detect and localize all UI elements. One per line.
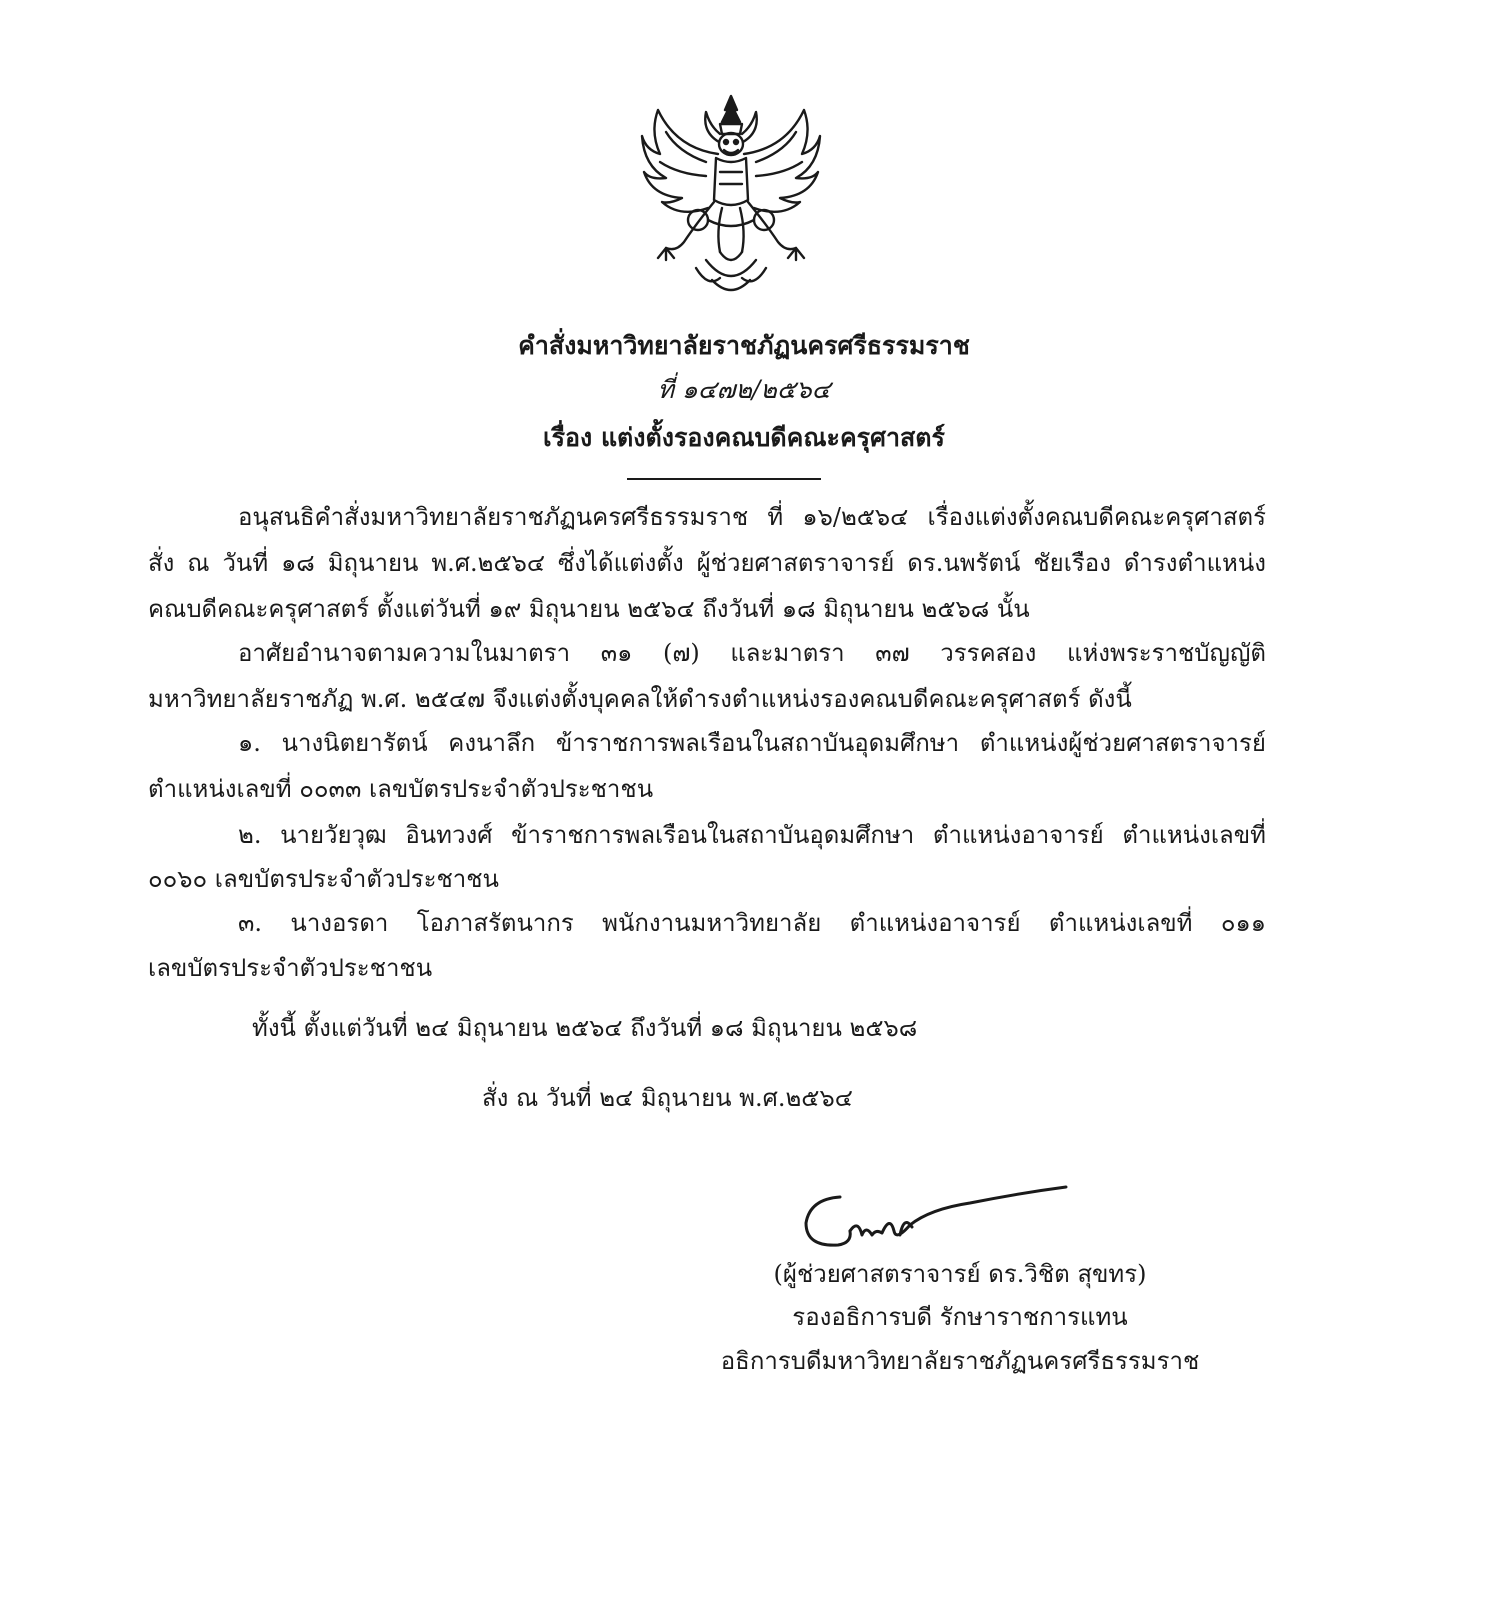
signatory-position: รองอธิการบดี รักษาราชการแทน — [792, 1303, 1128, 1331]
para1-line1: อนุสนธิคำสั่งมหาวิทยาลัยราชภัฏนครศรีธรรมราช ที่ ๑๖/๒๕๖๔ เรื่องแต่งตั้งคณบดีคณะครุศาสตร์ — [238, 503, 1266, 531]
signatory-name: (ผู้ช่วยศาสตราจารย์ ดร.วิชิต สุขทร) — [773, 1260, 1147, 1288]
handwritten-signature — [800, 1185, 1070, 1265]
header-divider — [627, 478, 821, 480]
appointee-1-line1: ๑. นางนิตยารัตน์ คงนาลึก ข้าราชการพลเรือนในสถาบันอุดมศึกษา ตำแหน่งผู้ช่วยศาสตราจารย์ — [238, 729, 1266, 757]
appointee-2-line2: ๐๐๖๐ เลขบัตรประจำตัวประชาชน — [148, 865, 499, 893]
garuda-emblem-icon — [636, 92, 826, 302]
appointee-2-line1: ๒. นายวัยวุฒ อินทวงศ์ ข้าราชการพลเรือนในสถาบันอุดมศึกษา ตำแหน่งอาจารย์ ตำแหน่งเลขที่ — [238, 821, 1266, 849]
appointee-3-line2: เลขบัตรประจำตัวประชาชน — [148, 954, 433, 982]
order-number: ที่ ๑๔๗๒/๒๕๖๔ — [657, 375, 831, 404]
appointee-1-line2: ตำแหน่งเลขที่ ๐๐๓๓ เลขบัตรประจำตัวประชาชน — [148, 775, 654, 803]
document-title: คำสั่งมหาวิทยาลัยราชภัฏนครศรีธรรมราช — [518, 331, 970, 360]
signatory-organization: อธิการบดีมหาวิทยาลัยราชภัฏนครศรีธรรมราช — [720, 1347, 1200, 1375]
order-date: สั่ง ณ วันที่ ๒๔ มิถุนายน พ.ศ.๒๕๖๔ — [482, 1084, 853, 1112]
para2-line2: มหาวิทยาลัยราชภัฏ พ.ศ. ๒๕๔๗ จึงแต่งตั้งบุคคลให้ดำรงตำแหน่งรองคณบดีคณะครุศาสตร์ ดังนี้ — [148, 685, 1132, 713]
appointee-3-line1: ๓. นางอรดา โอภาสรัตนากร พนักงานมหาวิทยาลัย ตำแหน่งอาจารย์ ตำแหน่งเลขที่ ๐๑๑ — [238, 909, 1266, 937]
para1-line3: คณบดีคณะครุศาสตร์ ตั้งแต่วันที่ ๑๙ มิถุนายน ๒๕๖๔ ถึงวันที่ ๑๘ มิถุนายน ๒๕๖๘ นั้น — [148, 595, 1030, 623]
para1-line2: สั่ง ณ วันที่ ๑๘ มิถุนายน พ.ศ.๒๕๖๔ ซึ่งได้แต่งตั้ง ผู้ช่วยศาสตราจารย์ ดร.นพรัตน์ ชัยเรือง ดำรงตำแหน่ง — [148, 549, 1266, 577]
para2-line1: อาศัยอำนาจตามความในมาตรา ๓๑ (๗) และมาตรา ๓๗ วรรคสอง แห่งพระราชบัญญัติ — [238, 639, 1266, 667]
document-subject: เรื่อง แต่งตั้งรองคณบดีคณะครุศาสตร์ — [543, 423, 945, 452]
effective-period: ทั้งนี้ ตั้งแต่วันที่ ๒๔ มิถุนายน ๒๕๖๔ ถึงวันที่ ๑๘ มิถุนายน ๒๕๖๘ — [252, 1014, 918, 1042]
